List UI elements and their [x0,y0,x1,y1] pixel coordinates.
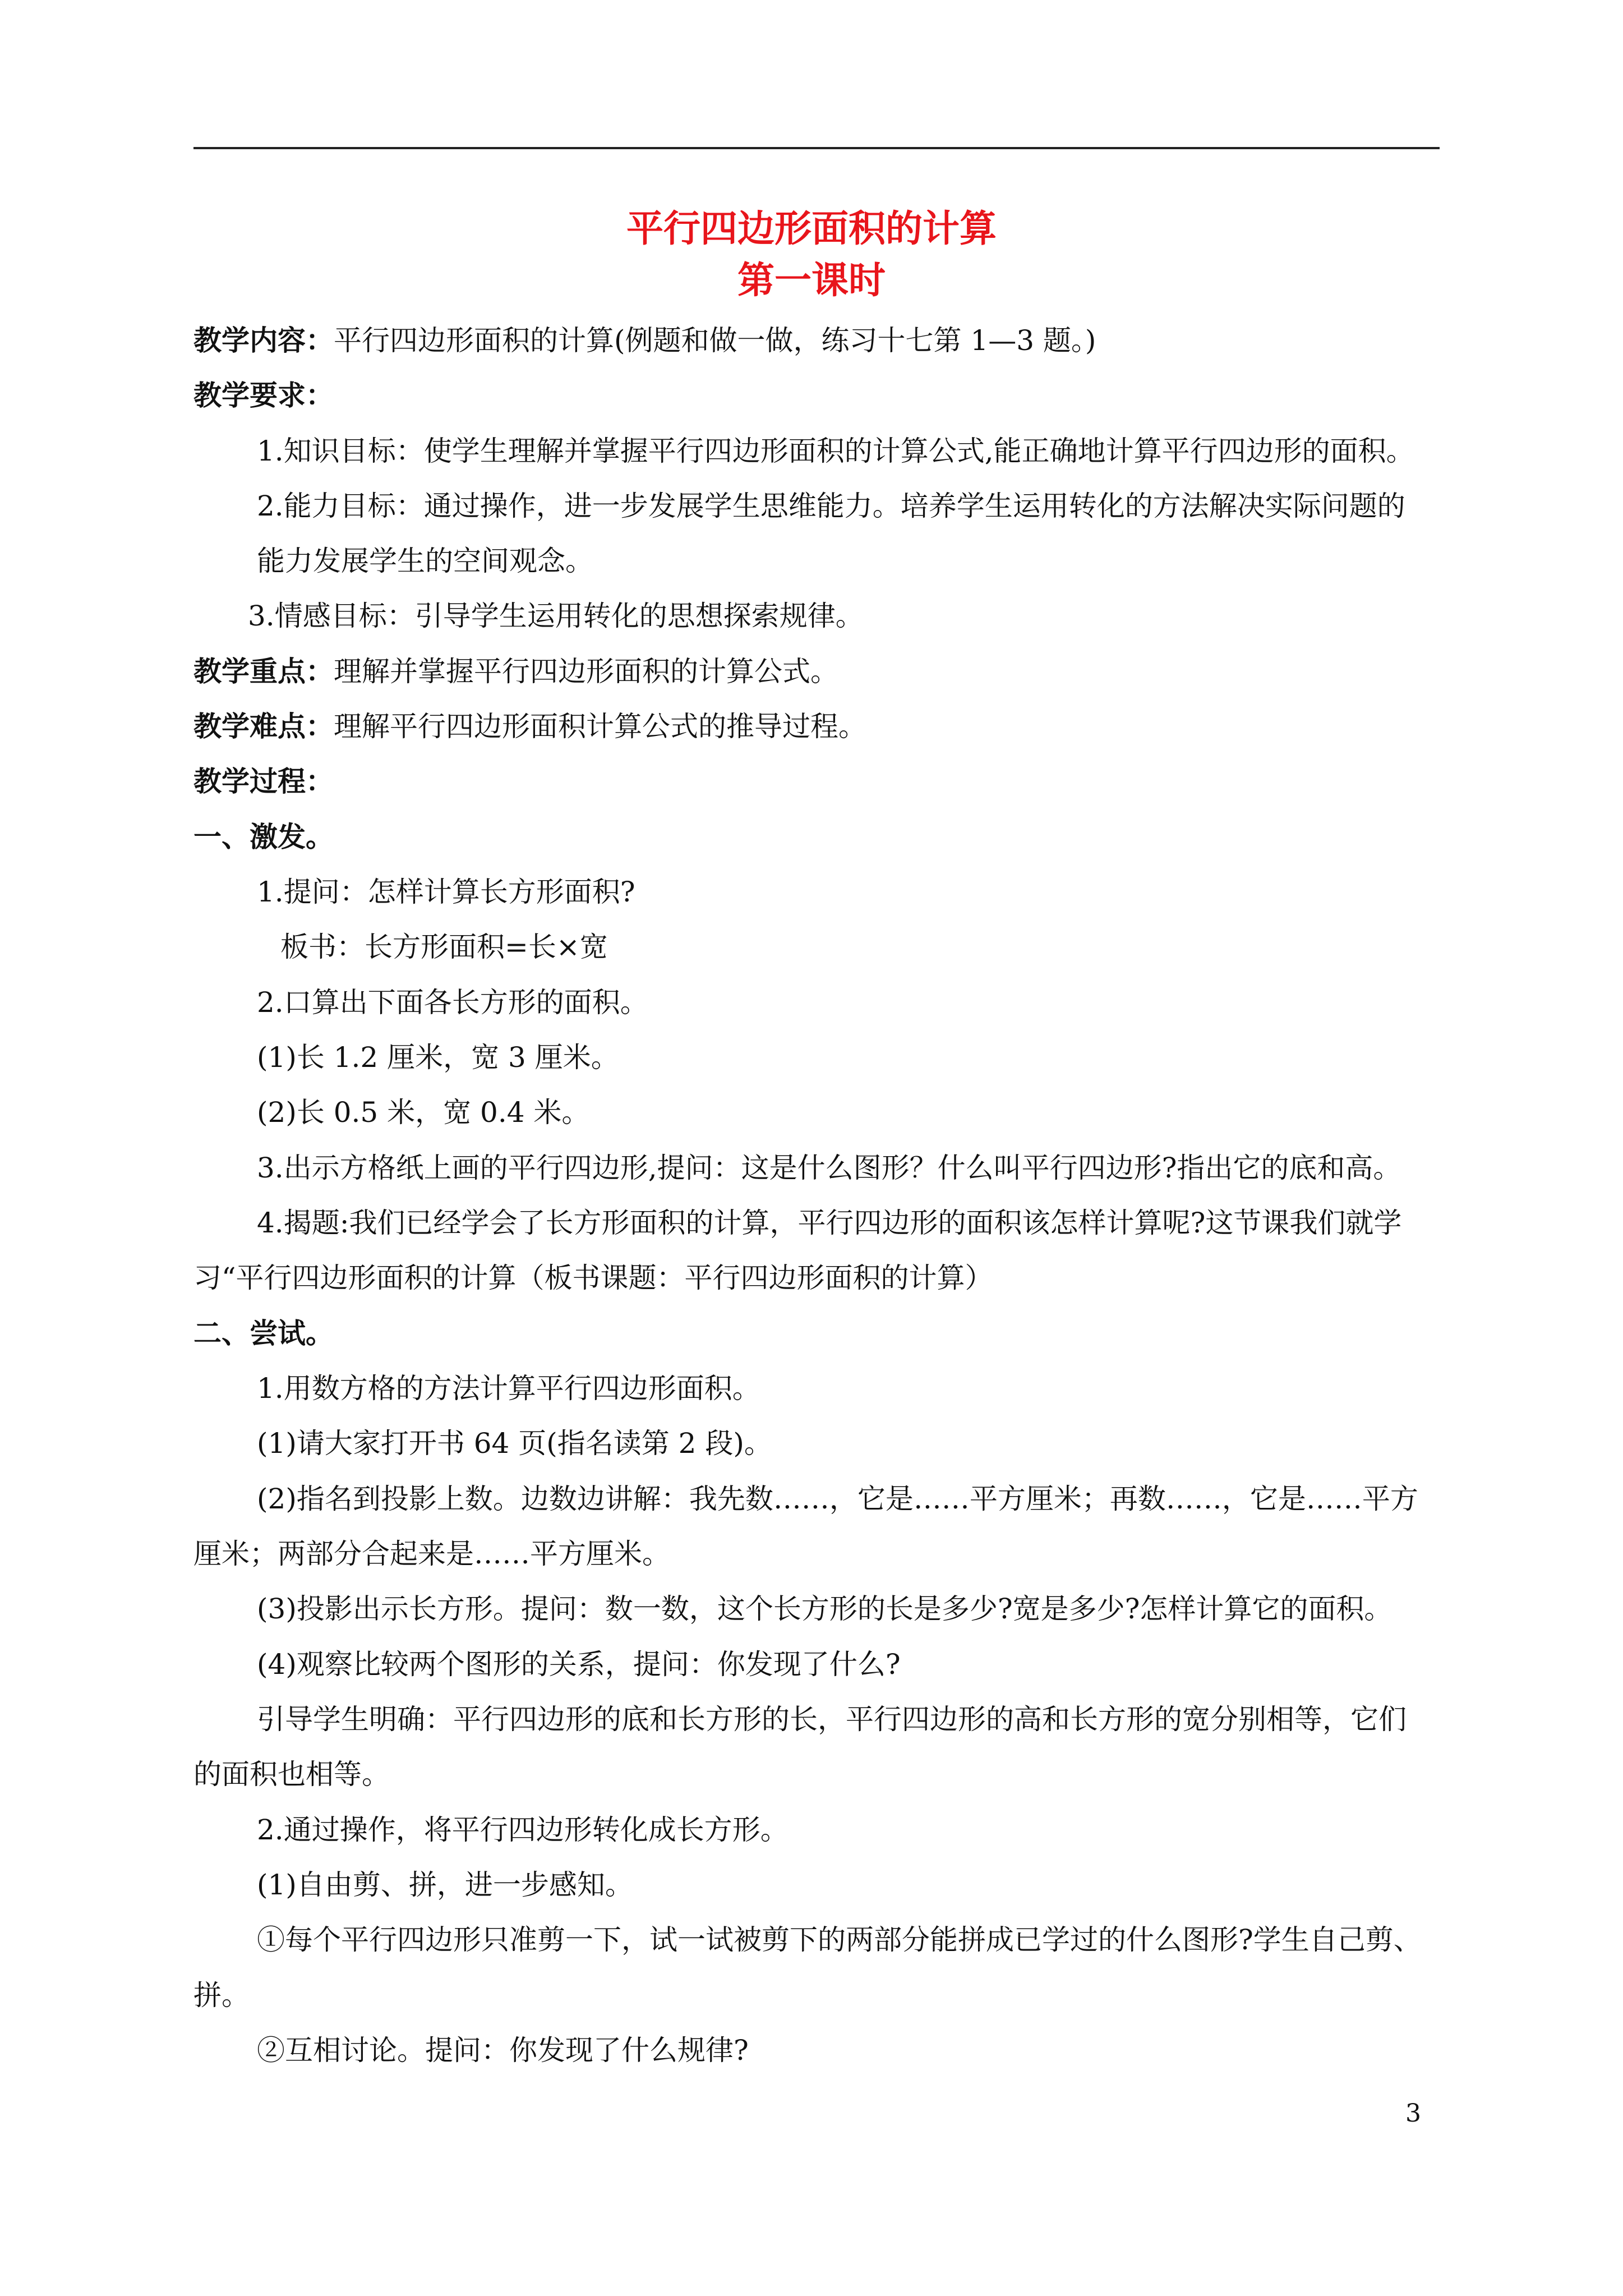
paragraph: (1)自由剪、拼，进一步感知。 [257,1869,633,1901]
key-point-line [193,655,838,688]
key-point-label: 教学重点： [193,655,334,688]
paragraph: 2.通过操作，将平行四边形转化成长方形。 [257,1814,789,1846]
paragraph: (4)观察比较两个图形的关系，提问：你发现了什么? [257,1648,901,1681]
key-point-text: 理解并掌握平行四边形面积的计算公式。 [334,655,838,688]
paragraph: ②互相讨论。提问：你发现了什么规律? [257,2034,749,2067]
paragraph: 2.口算出下面各长方形的面积。 [257,986,648,1019]
requirement-2: 2.能力目标：通过操作，进一步发展学生思维能力。培养学生运用转化的方法解决实际问题的 [257,490,1405,522]
page-number: 3 [1405,2099,1421,2128]
difficulty-line [193,710,866,743]
paragraph: 拼。 [193,1979,250,2012]
difficulty-label: 教学难点： [193,710,334,743]
requirement-3: 3.情感目标：引导学生运用转化的思想探索规律。 [248,600,864,632]
paragraph: (1)长 1.2 厘米，宽 3 厘米。 [257,1041,619,1074]
content-line [193,326,1096,355]
section-heading-2: 二、尝试。 [193,1317,334,1350]
content-text: 平行四边形面积的计算(例题和做一做，练习十七第 1—3 题。) [334,324,1096,357]
paragraph: 1.提问：怎样计算长方形面积? [257,876,635,908]
paragraph: 板书：长方形面积=长×宽 [280,931,608,963]
page-title: 平行四边形面积的计算 [626,206,997,250]
process-label: 教学过程： [193,765,334,798]
header-rule [193,147,1440,149]
paragraph: 3.出示方格纸上画的平行四边形,提问：这是什么图形？什么叫平行四边形?指出它的底和高。 [257,1152,1401,1184]
paragraph: ①每个平行四边形只准剪一下，试一试被剪下的两部分能拼成已学过的什么图形?学生自己剪、 [257,1924,1422,1956]
page-subtitle: 第一课时 [737,258,886,302]
difficulty-text: 理解平行四边形面积计算公式的推导过程。 [334,710,866,743]
paragraph: 4.揭题:我们已经学会了长方形面积的计算，平行四边形的面积该怎样计算呢?这节课我们就学 [257,1207,1402,1239]
paragraph: 引导学生明确：平行四边形的底和长方形的长，平行四边形的高和长方形的宽分别相等，它们 [257,1703,1407,1736]
paragraph: (2)指名到投影上数。边数边讲解：我先数……，它是……平方厘米；再数……，它是……平方 [257,1483,1418,1515]
section-heading-1: 一、激发。 [193,820,334,853]
requirement-1: 1.知识目标：使学生理解并掌握平行四边形面积的计算公式,能正确地计算平行四边形的面积。 [257,435,1414,467]
paragraph: 习“平行四边形面积的计算（板书课题：平行四边形面积的计算） [193,1262,993,1294]
paragraph: (2)长 0.5 米，宽 0.4 米。 [257,1096,590,1129]
paragraph: 1.用数方格的方法计算平行四边形面积。 [257,1372,760,1405]
paragraph: (3)投影出示长方形。提问：数一数，这个长方形的长是多少?宽是多少?怎样计算它的面积。 [257,1593,1393,1625]
paragraph: 的面积也相等。 [193,1758,390,1791]
requirement-2-cont: 能力发展学生的空间观念。 [257,545,593,577]
requirements-label: 教学要求： [193,379,334,412]
paragraph: (1)请大家打开书 64 页(指名读第 2 段)。 [257,1427,772,1460]
content-label: 教学内容： [193,324,334,357]
paragraph: 厘米；两部分合起来是……平方厘米。 [193,1538,670,1570]
